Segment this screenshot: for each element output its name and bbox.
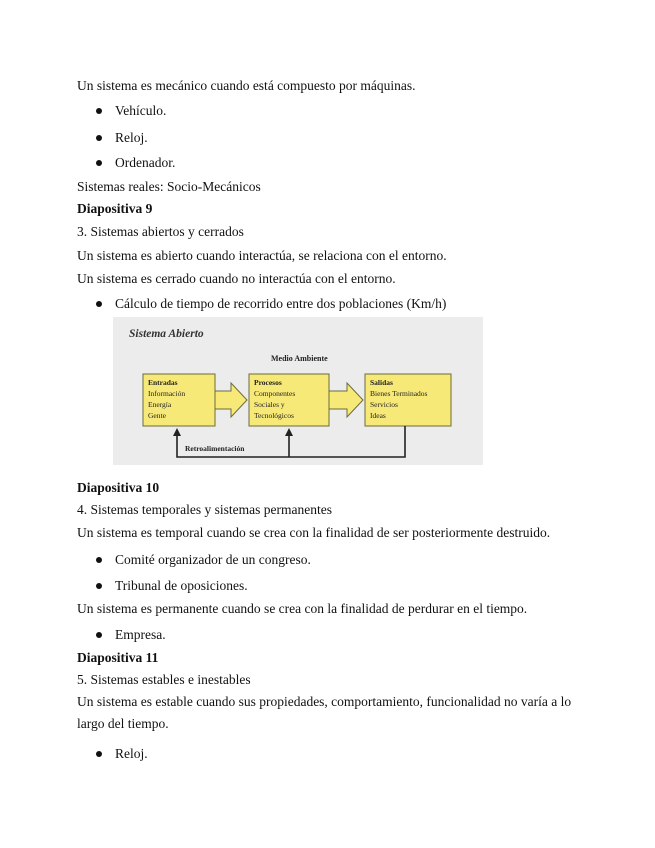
heading-slide-11: Diapositiva 11 (77, 650, 159, 665)
box-processes-line: Componentes (254, 389, 296, 398)
paragraph-mechanical: Un sistema es mecánico cuando está compuesto por máquinas. (77, 78, 416, 93)
paragraph-real-systems: Sistemas reales: Socio-Mecánicos (77, 179, 261, 194)
paragraph-permanent: Un sistema es permanente cuando se crea con la finalidad de perdurar en el tiempo. (77, 601, 528, 616)
bullet-icon (96, 135, 102, 141)
list-item-travel-time: Cálculo de tiempo de recorrido entre dos poblaciones (Km/h) (115, 296, 447, 311)
box-inputs-head: Entradas (148, 378, 178, 387)
feedback-label: Retroalimentación (185, 444, 245, 453)
box-inputs-line: Energía (148, 400, 172, 409)
section-stable-unstable: 5. Sistemas estables e inestables (77, 672, 251, 687)
paragraph-stable: Un sistema es estable cuando sus propiedades, comportamiento, funcionalidad no varía a lo largo del tiempo. (77, 694, 572, 731)
bullet-icon (96, 583, 102, 589)
bullet-icon (96, 557, 102, 563)
list-item-clock-2: Reloj. (115, 746, 148, 761)
heading-slide-9: Diapositiva 9 (77, 201, 153, 216)
box-outputs-head: Salidas (370, 378, 393, 387)
diagram-subtitle: Medio Ambiente (271, 354, 328, 363)
list-item-tribunal: Tribunal de oposiciones. (115, 578, 248, 593)
paragraph-open: Un sistema es abierto cuando interactúa, se relaciona con el entorno. (77, 248, 447, 263)
section-open-closed: 3. Sistemas abiertos y cerrados (77, 224, 244, 239)
list-item-vehicle: Vehículo. (115, 103, 167, 118)
box-processes-line: Sociales y (254, 400, 285, 409)
bullet-icon (96, 160, 102, 166)
open-system-diagram (113, 317, 483, 465)
bullet-icon (96, 301, 102, 307)
diagram-title: Sistema Abierto (129, 328, 204, 340)
box-outputs-line: Bienes Terminados (370, 389, 428, 398)
heading-slide-10: Diapositiva 10 (77, 480, 160, 495)
box-processes-head: Procesos (254, 378, 282, 387)
list-item-company: Empresa. (115, 627, 166, 642)
box-outputs-line: Ideas (370, 411, 386, 420)
bullet-icon (96, 632, 102, 638)
paragraph-closed: Un sistema es cerrado cuando no interactúa con el entorno. (77, 271, 396, 286)
box-inputs-line: Información (148, 389, 186, 398)
section-temporal-permanent: 4. Sistemas temporales y sistemas permanentes (77, 502, 332, 517)
bullet-icon (96, 751, 102, 757)
box-outputs-line: Servicios (370, 400, 398, 409)
list-item-clock: Reloj. (115, 130, 148, 145)
box-processes-line: Tecnológicos (254, 411, 294, 420)
list-item-committee: Comité organizador de un congreso. (115, 552, 311, 567)
list-item-computer: Ordenador. (115, 155, 176, 170)
paragraph-temporal: Un sistema es temporal cuando se crea con la finalidad de ser posteriormente destruido. (77, 525, 551, 540)
box-inputs-line: Gente (148, 411, 166, 420)
bullet-icon (96, 108, 102, 114)
